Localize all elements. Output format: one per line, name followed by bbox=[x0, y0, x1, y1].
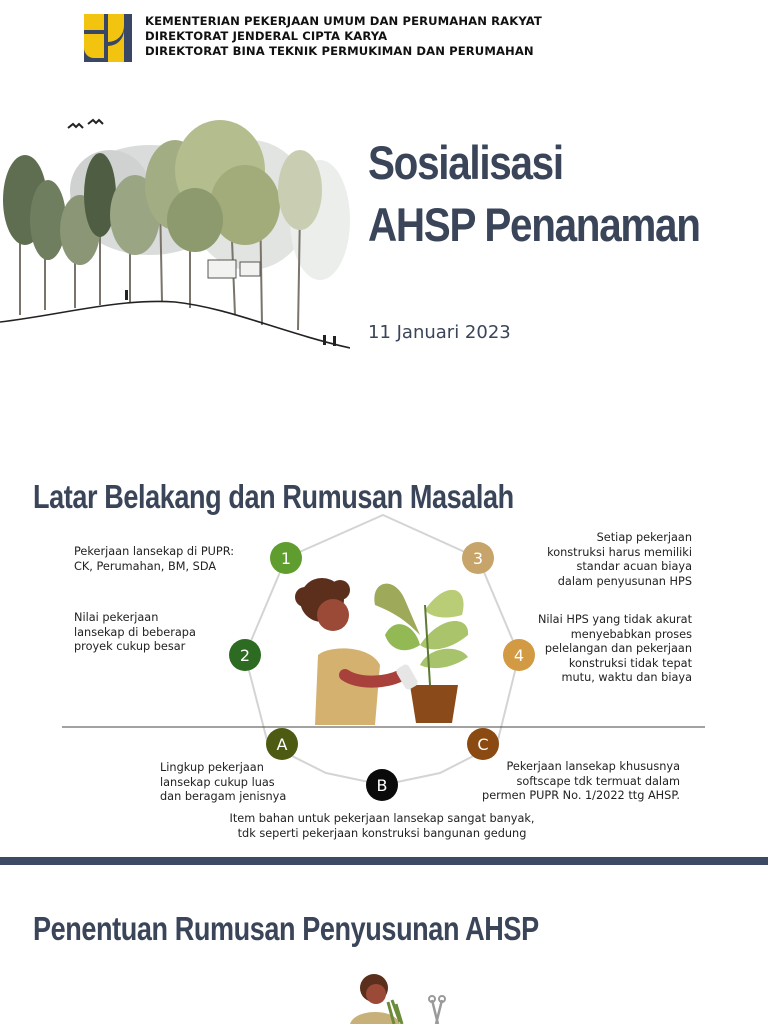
note-2-line: Nilai pekerjaan bbox=[74, 611, 159, 624]
note-a bbox=[160, 761, 286, 805]
note-4-line: konstruksi tidak tepat bbox=[568, 656, 692, 670]
note-3-line: dalam penyusunan HPS bbox=[557, 574, 692, 588]
note-3-line: konstruksi harus memiliki bbox=[547, 545, 692, 559]
note-3 bbox=[520, 531, 692, 589]
note-4-line: pelelangan dan pekerjaan bbox=[544, 642, 692, 655]
note-b bbox=[222, 812, 542, 841]
note-a-line: dan beragam jenisnya bbox=[160, 790, 287, 803]
presentation-date: 11 Januari 2023 bbox=[368, 322, 511, 343]
gardener-illustration bbox=[340, 972, 460, 1024]
node-4-label: 4 bbox=[513, 646, 525, 665]
pupr-logo-icon bbox=[84, 14, 132, 62]
note-c-line: softscape tdk termuat dalam bbox=[516, 774, 680, 788]
node-2 bbox=[229, 639, 261, 671]
note-3-line: standar acuan biaya bbox=[576, 560, 692, 573]
note-4-line: menyebabkan proses bbox=[570, 627, 692, 641]
presentation-title bbox=[368, 132, 700, 256]
title-line-2: AHSP Penanaman bbox=[368, 198, 700, 251]
note-1 bbox=[74, 545, 234, 574]
node-a-label: A bbox=[276, 735, 288, 754]
organization-name bbox=[145, 14, 542, 59]
note-4-line: Nilai HPS yang tidak akurat bbox=[537, 613, 692, 626]
section-divider bbox=[0, 857, 768, 865]
org-line-1: KEMENTERIAN PEKERJAAN UMUM DAN PERUMAHAN RAKYAT bbox=[145, 14, 542, 28]
org-line-2: DIREKTORAT JENDERAL CIPTA KARYA bbox=[145, 29, 388, 43]
node-1 bbox=[270, 542, 302, 574]
note-2-line: lansekap di beberapa bbox=[74, 625, 196, 639]
note-c-line: permen PUPR No. 1/2022 ttg AHSP. bbox=[482, 789, 680, 802]
note-b-line: Item bahan untuk pekerjaan lansekap sangat banyak, bbox=[229, 812, 535, 825]
node-3 bbox=[462, 542, 494, 574]
node-c bbox=[467, 728, 499, 760]
node-3-label: 3 bbox=[472, 549, 484, 568]
node-b bbox=[366, 769, 398, 801]
node-2-label: 2 bbox=[239, 646, 251, 665]
node-b-label: B bbox=[376, 776, 388, 795]
note-c bbox=[470, 760, 680, 804]
note-4-line: mutu, waktu dan biaya bbox=[561, 671, 692, 684]
note-a-line: lansekap cukup luas bbox=[160, 775, 275, 789]
org-line-3: DIREKTORAT BINA TEKNIK PERMUKIMAN DAN PERUMAHAN bbox=[145, 44, 534, 58]
note-3-line: Setiap pekerjaan bbox=[596, 531, 692, 544]
note-1-line: CK, Perumahan, BM, SDA bbox=[74, 559, 217, 573]
note-4 bbox=[520, 613, 692, 686]
forest-illustration bbox=[0, 110, 350, 360]
note-2 bbox=[74, 611, 196, 655]
woman-watering-plant-illustration bbox=[295, 578, 468, 725]
section-title-background: Latar Belakang dan Rumusan Masalah bbox=[33, 478, 514, 515]
note-a-line: Lingkup pekerjaan bbox=[160, 761, 264, 774]
node-c-label: C bbox=[477, 735, 489, 754]
note-2-line: proyek cukup besar bbox=[74, 640, 186, 653]
note-b-line: tdk seperti pekerjaan konstruksi bangunan gedung bbox=[237, 826, 527, 840]
title-line-1: Sosialisasi bbox=[368, 136, 563, 189]
note-1-line: Pekerjaan lansekap di PUPR: bbox=[74, 545, 235, 558]
section-2-title: Penentuan Rumusan Penyusunan AHSP bbox=[33, 910, 539, 947]
note-c-line: Pekerjaan lansekap khususnya bbox=[506, 760, 680, 773]
node-a bbox=[266, 728, 298, 760]
node-1-label: 1 bbox=[280, 549, 292, 568]
